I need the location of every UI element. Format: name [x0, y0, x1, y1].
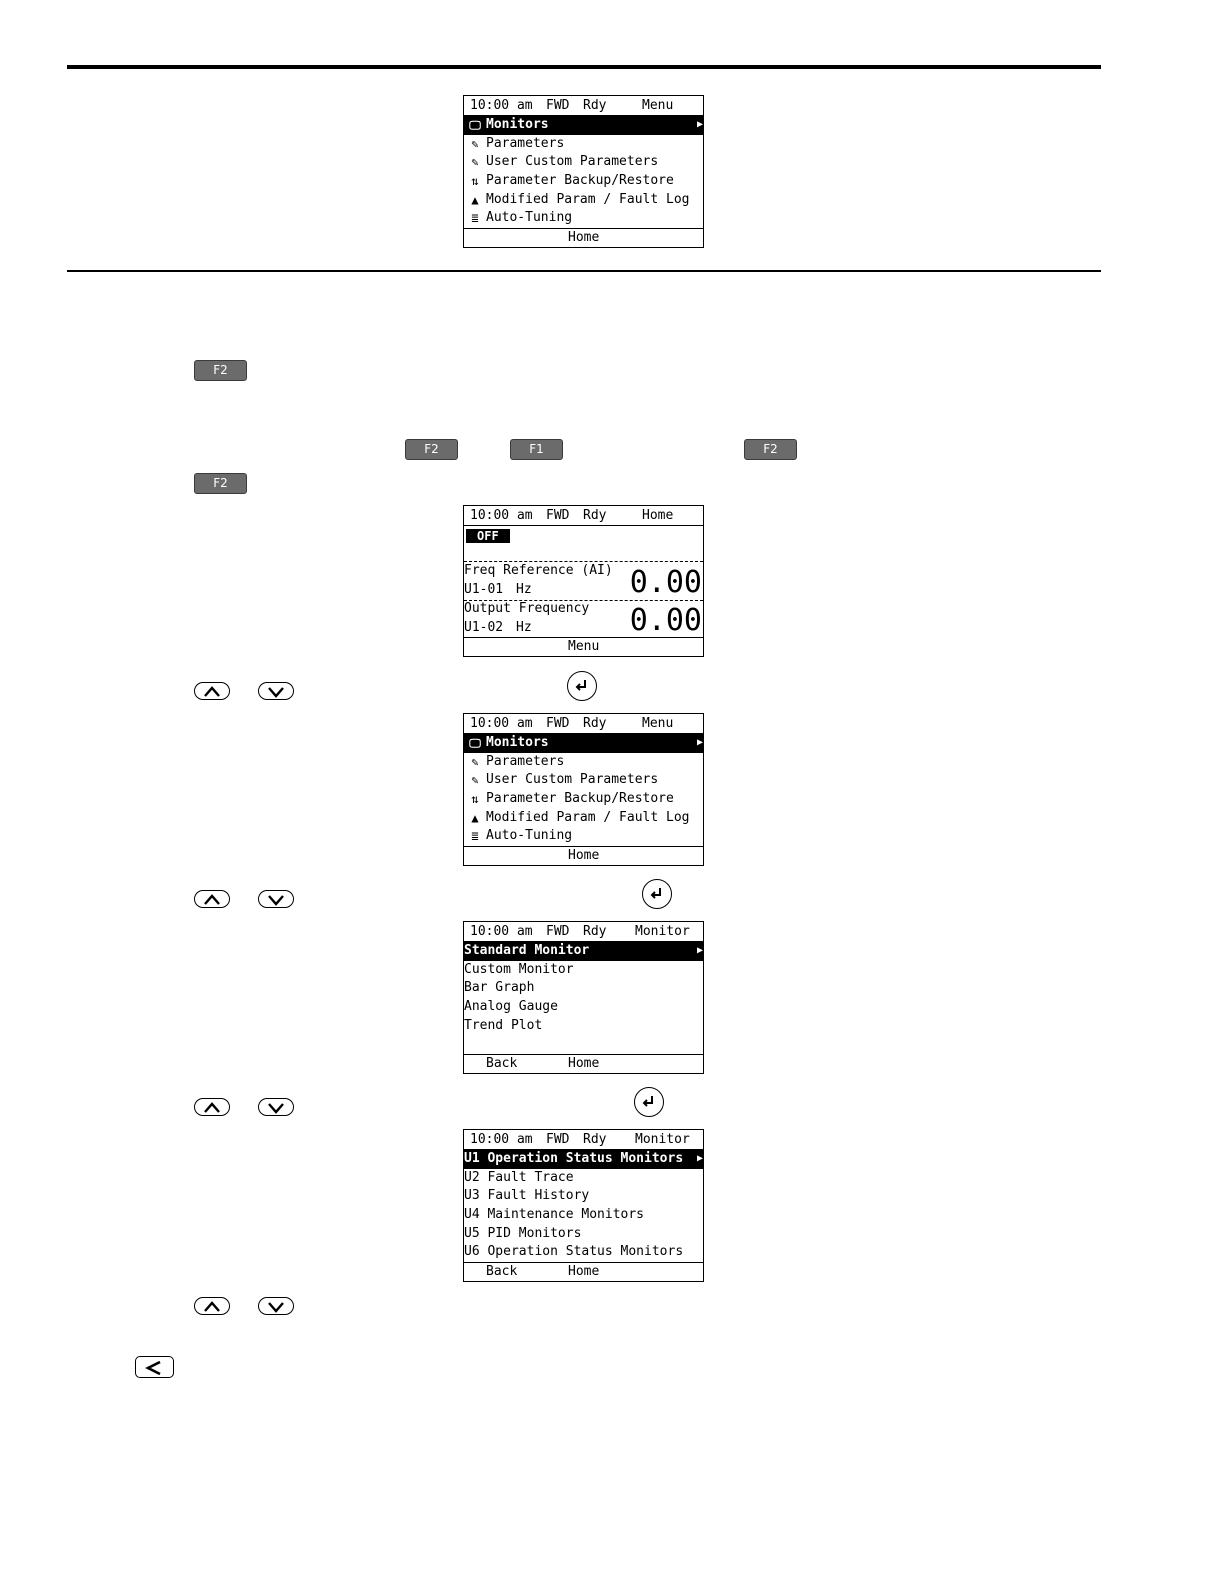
- up-arrow-key[interactable]: [194, 890, 230, 908]
- up-arrow-key[interactable]: [194, 1297, 230, 1315]
- menu-item-auto-tuning[interactable]: ≣ Auto-Tuning: [464, 209, 703, 228]
- chevron-down-icon: [259, 683, 295, 701]
- menu-item-parameters[interactable]: ✎ Parameters: [464, 753, 703, 772]
- footer-home-label[interactable]: Home: [568, 1056, 600, 1071]
- footer-home-label[interactable]: Home: [568, 230, 600, 246]
- chevron-down-icon: [259, 1099, 295, 1117]
- f2-key[interactable]: F2: [744, 439, 797, 460]
- chevron-up-icon: [195, 683, 231, 701]
- arrow-right-icon: ▶: [696, 737, 703, 748]
- menu-item-user-custom-parameters[interactable]: ✎ User Custom Parameters: [464, 771, 703, 790]
- off-badge: OFF: [466, 529, 510, 543]
- monitor-item-standard[interactable]: Standard Monitor ▶: [464, 942, 703, 961]
- menu-screen: [463, 713, 704, 866]
- warning-icon: ▲: [471, 192, 479, 207]
- tuning-icon: ≣: [471, 211, 479, 226]
- footer-bar: [464, 1054, 703, 1073]
- monitor-icon: 🖵: [469, 118, 481, 132]
- footer-menu-label[interactable]: Menu: [568, 639, 600, 654]
- footer-home-label[interactable]: Home: [568, 848, 600, 864]
- chevron-down-icon: [259, 891, 295, 909]
- enter-arrow-icon: [635, 1088, 663, 1116]
- enter-key[interactable]: [642, 879, 672, 909]
- footer-home-label[interactable]: Home: [568, 1264, 600, 1280]
- monitor-item-bar-graph[interactable]: Bar Graph: [464, 980, 535, 996]
- monitor-unit: Hz: [516, 582, 532, 597]
- tuning-icon: ≣: [471, 829, 479, 844]
- monitor-unit: Hz: [516, 620, 532, 635]
- backup-icon: ⇅: [471, 174, 479, 189]
- pencil-icon: ✎: [471, 155, 479, 170]
- down-arrow-key[interactable]: [258, 1297, 294, 1315]
- menu-item-user-custom-parameters[interactable]: ✎ User Custom Parameters: [464, 153, 703, 172]
- f1-key[interactable]: F1: [510, 439, 563, 460]
- monitor-value: 0.00: [629, 565, 702, 600]
- f2-key[interactable]: F2: [405, 439, 458, 460]
- menu-item-parameters[interactable]: ✎ Parameters: [464, 135, 703, 154]
- up-arrow-key[interactable]: [194, 1098, 230, 1116]
- menu-item-monitors[interactable]: 🖵 Monitors ▶: [464, 734, 703, 753]
- f2-key[interactable]: F2: [194, 360, 247, 381]
- status-bar: 10:00 am FWD Rdy Home: [464, 506, 703, 526]
- chevron-up-icon: [195, 891, 231, 909]
- divider: [464, 561, 703, 562]
- monitor-code: U1-02: [464, 620, 504, 635]
- standard-monitor-screen: [463, 1129, 704, 1282]
- status-bar: 10:00 am FWD Rdy Monitor: [464, 1130, 703, 1150]
- screen-title: Menu: [642, 716, 674, 731]
- menu-item-parameter-backup-restore[interactable]: ⇅ Parameter Backup/Restore: [464, 790, 703, 809]
- footer-bar: [464, 637, 703, 656]
- arrow-right-icon: ▶: [696, 119, 703, 130]
- top-rule: [67, 65, 1101, 69]
- warning-icon: ▲: [471, 810, 479, 825]
- enter-arrow-icon: [568, 672, 596, 700]
- f2-key[interactable]: F2: [194, 473, 247, 494]
- monitor-group-u2[interactable]: U2 Fault Trace: [464, 1169, 574, 1185]
- screen-title: Monitor: [635, 924, 690, 939]
- monitor-value: 0.00: [629, 603, 702, 638]
- enter-key[interactable]: [634, 1087, 664, 1117]
- chevron-down-icon: [259, 1298, 295, 1316]
- up-arrow-key[interactable]: [194, 682, 230, 700]
- menu-item-modified-param-fault-log[interactable]: ▲ Modified Param / Fault Log: [464, 191, 703, 210]
- menu-item-parameter-backup-restore[interactable]: ⇅ Parameter Backup/Restore: [464, 172, 703, 191]
- enter-arrow-icon: [643, 880, 671, 908]
- menu-item-modified-param-fault-log[interactable]: ▲ Modified Param / Fault Log: [464, 809, 703, 828]
- pencil-icon: ✎: [471, 754, 479, 769]
- status-bar: 10:00 am FWD Rdy Menu: [464, 714, 703, 734]
- screen-title: Monitor: [635, 1132, 690, 1147]
- left-arrow-key[interactable]: [135, 1356, 174, 1378]
- footer-bar: [464, 228, 703, 247]
- chevron-left-icon: [136, 1357, 175, 1379]
- monitor-item-custom[interactable]: Custom Monitor: [464, 961, 574, 977]
- monitor-group-u4[interactable]: U4 Maintenance Monitors: [464, 1207, 645, 1223]
- footer-bar: [464, 846, 703, 865]
- arrow-right-icon: ▶: [696, 1153, 703, 1164]
- monitor-screen: [463, 921, 704, 1074]
- monitor-name: Output Frequency: [464, 601, 590, 616]
- chevron-up-icon: [195, 1099, 231, 1117]
- pencil-icon: ✎: [471, 136, 479, 151]
- monitor-group-u5[interactable]: U5 PID Monitors: [464, 1225, 582, 1241]
- status-bar: 10:00 am FWD Rdy Menu: [464, 96, 703, 116]
- monitor-name: Freq Reference (AI): [464, 563, 613, 578]
- monitor-group-u3[interactable]: U3 Fault History: [464, 1188, 590, 1204]
- section-rule: [67, 270, 1101, 272]
- footer-back-label[interactable]: Back: [486, 1264, 518, 1280]
- menu-item-monitors[interactable]: 🖵 Monitors ▶: [464, 116, 703, 135]
- pencil-icon: ✎: [471, 773, 479, 788]
- screen-title: Menu: [642, 98, 674, 113]
- arrow-right-icon: ▶: [696, 945, 703, 956]
- down-arrow-key[interactable]: [258, 682, 294, 700]
- down-arrow-key[interactable]: [258, 890, 294, 908]
- monitor-item-trend-plot[interactable]: Trend Plot: [464, 1017, 543, 1033]
- home-screen: [463, 505, 704, 657]
- chevron-up-icon: [195, 1298, 231, 1316]
- down-arrow-key[interactable]: [258, 1098, 294, 1116]
- monitor-item-analog-gauge[interactable]: Analog Gauge: [464, 999, 558, 1015]
- screen-title: Home: [642, 508, 674, 523]
- backup-icon: ⇅: [471, 792, 479, 807]
- monitor-group-u6[interactable]: U6 Operation Status Monitors: [464, 1244, 684, 1260]
- menu-screen-top: [463, 95, 704, 248]
- monitor-group-u1[interactable]: U1 Operation Status Monitors ▶: [464, 1150, 703, 1169]
- enter-key[interactable]: [567, 671, 597, 701]
- footer-bar: [464, 1262, 703, 1281]
- footer-back-label[interactable]: Back: [486, 1056, 518, 1071]
- menu-item-auto-tuning[interactable]: ≣ Auto-Tuning: [464, 827, 703, 846]
- monitor-code: U1-01: [464, 582, 504, 597]
- status-bar: 10:00 am FWD Rdy Monitor: [464, 922, 703, 942]
- monitor-icon: 🖵: [469, 736, 481, 750]
